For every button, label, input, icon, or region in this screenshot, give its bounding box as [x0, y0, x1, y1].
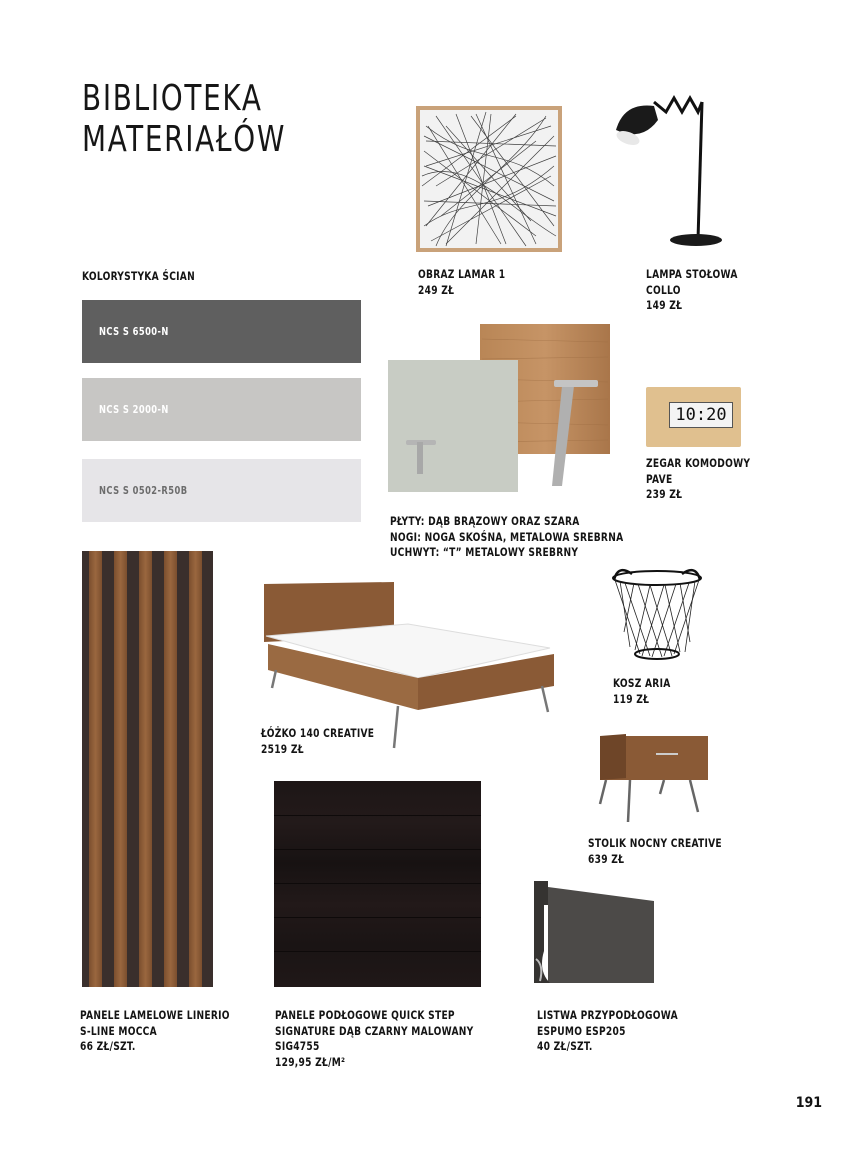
lamp-price: 149 ZŁ: [646, 298, 683, 312]
bed-price: 2519 ZŁ: [261, 741, 304, 756]
lamella-name-1: PANELE LAMELOWE LINERIO: [80, 1008, 230, 1022]
floor-plank-line: [274, 815, 481, 816]
floor-plank-line: [274, 951, 481, 952]
boards-label: [390, 514, 623, 561]
lamella-name-2: S-LINE MOCCA: [80, 1023, 157, 1038]
skirting-name-1: LISTWA PRZYPODŁOGOWA: [537, 1008, 678, 1022]
lamella-slat: [114, 551, 127, 987]
skirting-board-image: [530, 879, 656, 987]
floor-price: 129,95 ZŁ/M²: [275, 1054, 346, 1069]
basket-price: 119 ZŁ: [613, 691, 650, 706]
boards-line-2: NOGI: NOGA SKOŚNA, METALOWA SREBRNA: [390, 529, 624, 544]
painting-price: 249 ZŁ: [418, 282, 455, 297]
table-lamp-image: [606, 90, 726, 250]
lamella-label: [80, 1008, 230, 1055]
floor-name-2: SIGNATURE DĄB CZARNY MALOWANY: [275, 1023, 474, 1038]
wall-swatch-pale: [82, 459, 361, 522]
clock-price: 239 ZŁ: [646, 487, 683, 501]
walls-heading: KOLORYSTYKA ŚCIAN: [82, 269, 195, 283]
page-title-line-1: BIBLIOTEKA: [82, 78, 263, 119]
lamp-name-2: COLLO: [646, 282, 681, 297]
wall-swatch-light: [82, 378, 361, 441]
lamella-price: 66 ZŁ/SZT.: [80, 1039, 136, 1053]
floor-plank-line: [274, 917, 481, 918]
floor-plank-line: [274, 849, 481, 850]
lamella-panel-image: [82, 551, 213, 987]
bed-label: [261, 726, 374, 757]
skirting-label: [537, 1008, 678, 1055]
painting-label: [418, 267, 505, 298]
floor-plank-line: [274, 883, 481, 884]
wall-swatch-code: NCS S 2000-N: [99, 403, 169, 416]
floor-name-1: PANELE PODŁOGOWE QUICK STEP: [275, 1008, 455, 1022]
clock-label: [646, 456, 750, 503]
clock-name-2: PAVE: [646, 471, 673, 486]
clock-display: 10:20: [669, 402, 733, 428]
painting-image: [416, 106, 562, 252]
page-title: [82, 78, 286, 160]
lamp-name-1: LAMPA STOŁOWA: [646, 267, 738, 281]
bed-name: ŁÓŻKO 140 CREATIVE: [261, 726, 375, 740]
painting-name: OBRAZ LAMAR 1: [418, 267, 506, 281]
basket-label: [613, 676, 671, 707]
lamella-slat: [189, 551, 202, 987]
desk-clock-image: [646, 387, 741, 447]
nightstand-label: [588, 836, 722, 867]
lamella-slat: [89, 551, 102, 987]
floor-panel-image: [274, 781, 481, 987]
boards-line-1: PŁYTY: DĄB BRĄZOWY ORAZ SZARA: [390, 514, 580, 528]
basket-image: [610, 562, 704, 662]
board-samples-image: [386, 324, 612, 494]
nightstand-name: STOLIK NOCNY CREATIVE: [588, 836, 722, 850]
basket-name: KOSZ ARIA: [613, 676, 671, 690]
clock-name-1: ZEGAR KOMODOWY: [646, 456, 751, 470]
page-title-line-2: MATERIAŁÓW: [82, 119, 287, 160]
wall-swatch-code: NCS S 0502-R50B: [99, 484, 188, 497]
floor-label: [275, 1008, 474, 1070]
boards-line-3: UCHWYT: “T” METALOWY SREBRNY: [390, 545, 579, 559]
page-number: 191: [795, 1095, 822, 1111]
lamella-slat: [139, 551, 152, 987]
floor-code: SIG4755: [275, 1039, 320, 1053]
wall-swatch-code: NCS S 6500-N: [99, 325, 169, 338]
nightstand-price: 639 ZŁ: [588, 851, 625, 866]
skirting-name-2: ESPUMO ESP205: [537, 1023, 626, 1038]
wall-swatch-dark: [82, 300, 361, 363]
lamp-label: [646, 267, 738, 314]
nightstand-image: [596, 732, 712, 826]
lamella-slat: [164, 551, 177, 987]
skirting-price: 40 ZŁ/SZT.: [537, 1039, 593, 1053]
